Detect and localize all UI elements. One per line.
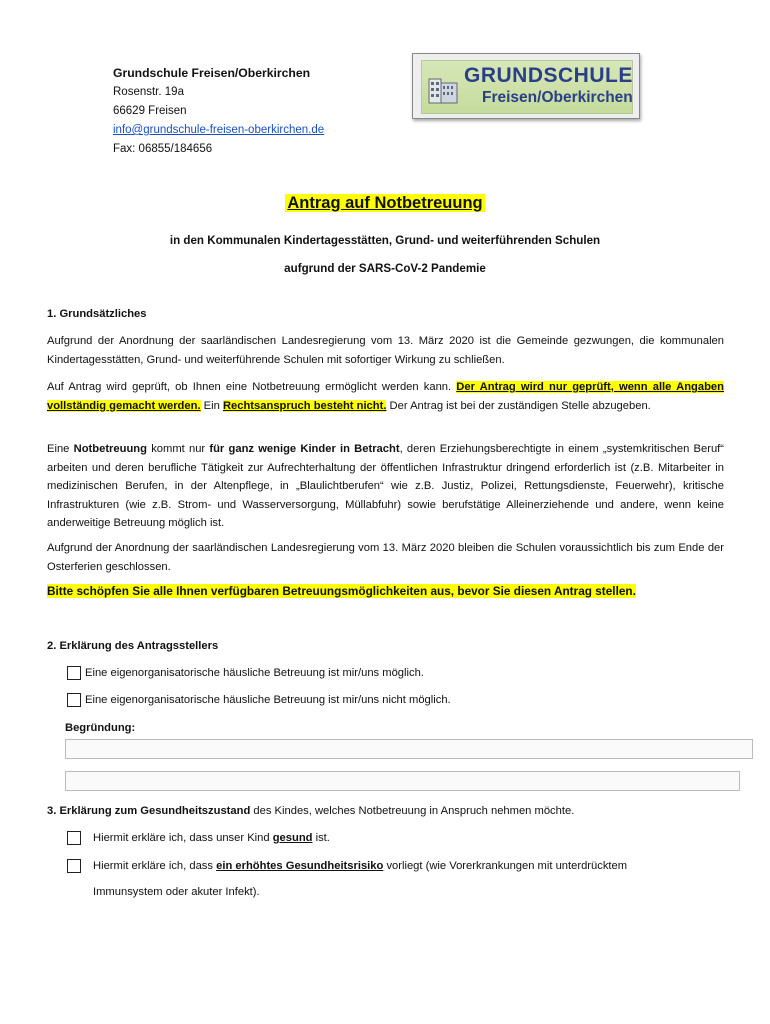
warning-highlight: Bitte schöpfen Sie alle Ihnen verfügbaren Betreuungsmöglichkeiten aus, bevor Sie diesen Antrag stellen. xyxy=(47,584,636,598)
reason-field-2[interactable] xyxy=(65,771,740,791)
page-title: Antrag auf Notbetreuung xyxy=(287,194,483,212)
section-1-heading: 1. Grundsätzliches xyxy=(47,308,147,320)
school-name: Grundschule Freisen/Oberkirchen xyxy=(113,66,311,80)
checkbox-health-risk[interactable] xyxy=(67,859,81,873)
option-child-healthy[interactable]: Hiermit erkläre ich, dass unser Kind gesund ist. xyxy=(67,831,330,845)
option-health-risk[interactable]: Hiermit erkläre ich, dass ein erhöhtes Gesundheitsrisiko vorliegt (wie Vorerkrankungen mit unterdrücktem xyxy=(67,859,627,873)
paragraph-1: Aufgrund der Anordnung der saarländischen Landesregierung vom 13. März 2020 ist die Gemeinde gezwungen, die kommunalen Kindertagesstätten, Grund- und weiterführende Schulen mit sofortiger Wirkung zu schließen. xyxy=(47,335,724,366)
logo-line1: GRUNDSCHULE xyxy=(464,64,633,87)
highlight-complete-info: Der Antrag wird nur geprüft, wenn alle Angaben vollständig gemacht werden. xyxy=(47,381,724,412)
paragraph-4: Aufgrund der Anordnung der saarländischen Landesregierung vom 13. März 2020 bleiben die Schulen voraussichtlich bis zum Ende der Osterferien geschlossen. xyxy=(47,542,724,573)
city: 66629 Freisen xyxy=(113,105,187,117)
checkbox-care-possible[interactable] xyxy=(67,666,81,680)
reason-field-1[interactable] xyxy=(65,739,753,759)
logo-line2: Freisen/Oberkirchen xyxy=(482,89,633,106)
subtitle-1: in den Kommunalen Kindertagesstätten, Grund- und weiterführenden Schulen xyxy=(169,234,601,247)
reason-label: Begründung: xyxy=(65,722,136,734)
option-care-not-possible[interactable]: Eine eigenorganisatorische häusliche Betreuung ist mir/uns nicht möglich. xyxy=(67,693,451,707)
fax: Fax: 06855/184656 xyxy=(113,143,213,155)
paragraph-3: Eine Notbetreuung kommt nur für ganz wenige Kinder in Betracht, deren Erziehungsberechtigte in einem „systemkritischen Beruf“ arbeiten und deren berufliche Tätigkeit zur Aufrechterhaltung der öffentlichen Infrastruktur dringend erforderlich ist (z.B. Mitarbeiter in medizinischen Berufen, in der Altenpflege, in „Blaulichtberufen“ wie z.B. Justiz, Polizei, Rettungsdienste, Feuerwehr), kritische Infrastrukturen (wie z.B. Strom- und Wasserversorgung, Müllabfuhr) sowie berufstätige Alleinerziehende und andere, wenn keine anderweitige Betreuung möglich ist. xyxy=(47,443,725,529)
email-link[interactable]: info@grundschule-freisen-oberkirchen.de xyxy=(113,124,325,136)
option-care-possible[interactable]: Eine eigenorganisatorische häusliche Betreuung ist mir/uns möglich. xyxy=(67,666,424,680)
street: Rosenstr. 19a xyxy=(113,86,184,98)
health-risk-continued: Immunsystem oder akuter Infekt). xyxy=(93,886,260,898)
subtitle-2: aufgrund der SARS-CoV-2 Pandemie xyxy=(284,262,486,275)
paragraph-2: Auf Antrag wird geprüft, ob Ihnen eine Notbetreuung ermöglicht werden kann. Der Antrag wird nur geprüft, wenn alle Angaben vollständig gemacht werden. Ein Rechtsanspruch besteht nicht. Der Antrag ist bei der zuständigen Stelle abzugeben. xyxy=(47,381,724,412)
highlight-no-legal-claim: Rechtsanspruch besteht nicht. xyxy=(222,399,387,412)
school-address xyxy=(113,64,324,159)
checkbox-care-not-possible[interactable] xyxy=(67,693,81,707)
section-2-heading: 2. Erklärung des Antragsstellers xyxy=(47,640,219,652)
section-3-heading: 3. Erklärung zum Gesundheitszustand des Kindes, welches Notbetreuung in Anspruch nehmen möchte. xyxy=(47,805,575,817)
school-building-icon xyxy=(428,75,458,105)
school-logo xyxy=(412,53,640,119)
checkbox-child-healthy[interactable] xyxy=(67,831,81,845)
